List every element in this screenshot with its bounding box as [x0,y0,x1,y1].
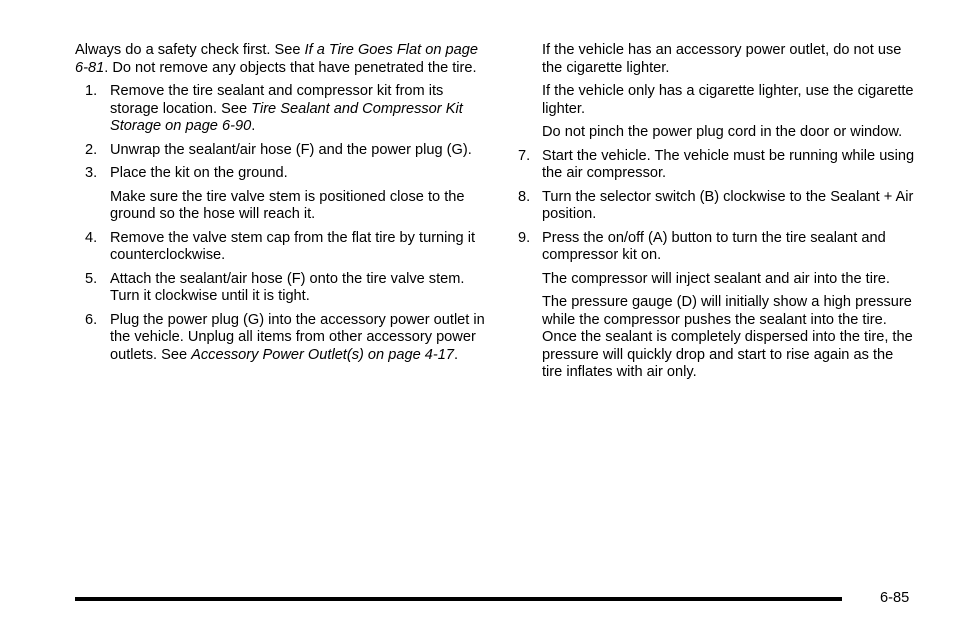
intro-text: Always do a safety check first. See [75,42,305,58]
step-5 [75,271,485,306]
step-number: 1. [85,83,98,99]
cross-reference: Tire Sealant and Compressor Kit Storage on page 6-90 [110,100,463,134]
step-number: 3. [85,165,98,181]
right-column [515,42,915,388]
step-2 [75,142,485,160]
step-number: 6. [85,311,98,328]
step-text: Attach the sealant/air hose (F) onto the tire valve stem. Turn it clockwise until it is tight. [110,270,465,304]
step-text: Unwrap the sealant/air hose (F) and the power plug (G). [110,141,472,158]
step-number: 8. [518,188,531,205]
step-text-end: . [453,346,459,363]
step-text: Plug the power plug (G) into the accessory power outlet in the vehicle. Unplug all items from other accessory power outlets. See [110,311,485,363]
step-note: The pressure gauge (D) will initially show a high pressure while the compressor pushes the sealant into the tire. Once the sealant is completely dispersed into the tire, the pressure will quickly drop and start to rise again as the tire inflates with air only. [542,294,913,380]
step-8 [515,189,915,224]
step-4 [75,230,485,265]
step-number: 4. [85,229,98,246]
step-1 [75,83,485,136]
step-text: Press the on/off (A) button to turn the tire sealant and compressor kit on. [542,229,886,263]
step-text: Turn the selector switch (B) clockwise to the Sealant + Air position. [542,188,914,222]
step-note: Do not pinch the power plug cord in the door or window. [542,124,903,140]
intro-text-end: . Do not remove any objects that have penetrated the tire. [104,59,477,76]
step-7 [515,148,915,183]
step-text: Start the vehicle. The vehicle must be running while using the air compressor. [542,147,915,181]
step-note: If the vehicle only has a cigarette lighter, use the cigarette lighter. [542,83,914,117]
cross-reference: Accessory Power Outlet(s) on page 4-17 [191,346,454,363]
step-text-end: . [251,118,256,134]
step-6 [75,312,485,365]
step-number: 2. [85,141,98,158]
footer-rule [75,597,842,601]
cross-reference: If a Tire Goes Flat on page 6-81 [75,42,479,76]
step-number: 7. [518,147,531,164]
left-column [75,42,485,370]
step-text: Remove the tire sealant and compressor kit from its storage location. See [110,83,444,117]
step-number: 5. [85,270,98,287]
step-3 [75,165,485,183]
step-number: 9. [518,229,531,246]
page-number: 6-85 [880,590,910,606]
step-text: Remove the valve stem cap from the flat tire by turning it counterclockwise. [110,229,476,263]
step-note: The compressor will inject sealant and air into the tire. [542,270,890,287]
step-note: If the vehicle has an accessory power outlet, do not use the cigarette lighter. [542,42,902,76]
step-note: Make sure the tire valve stem is positioned close to the ground so the hose will reach it. [110,188,465,222]
intro-paragraph [75,42,485,77]
step-text: Place the kit on the ground. [110,165,288,181]
step-9 [515,230,915,265]
